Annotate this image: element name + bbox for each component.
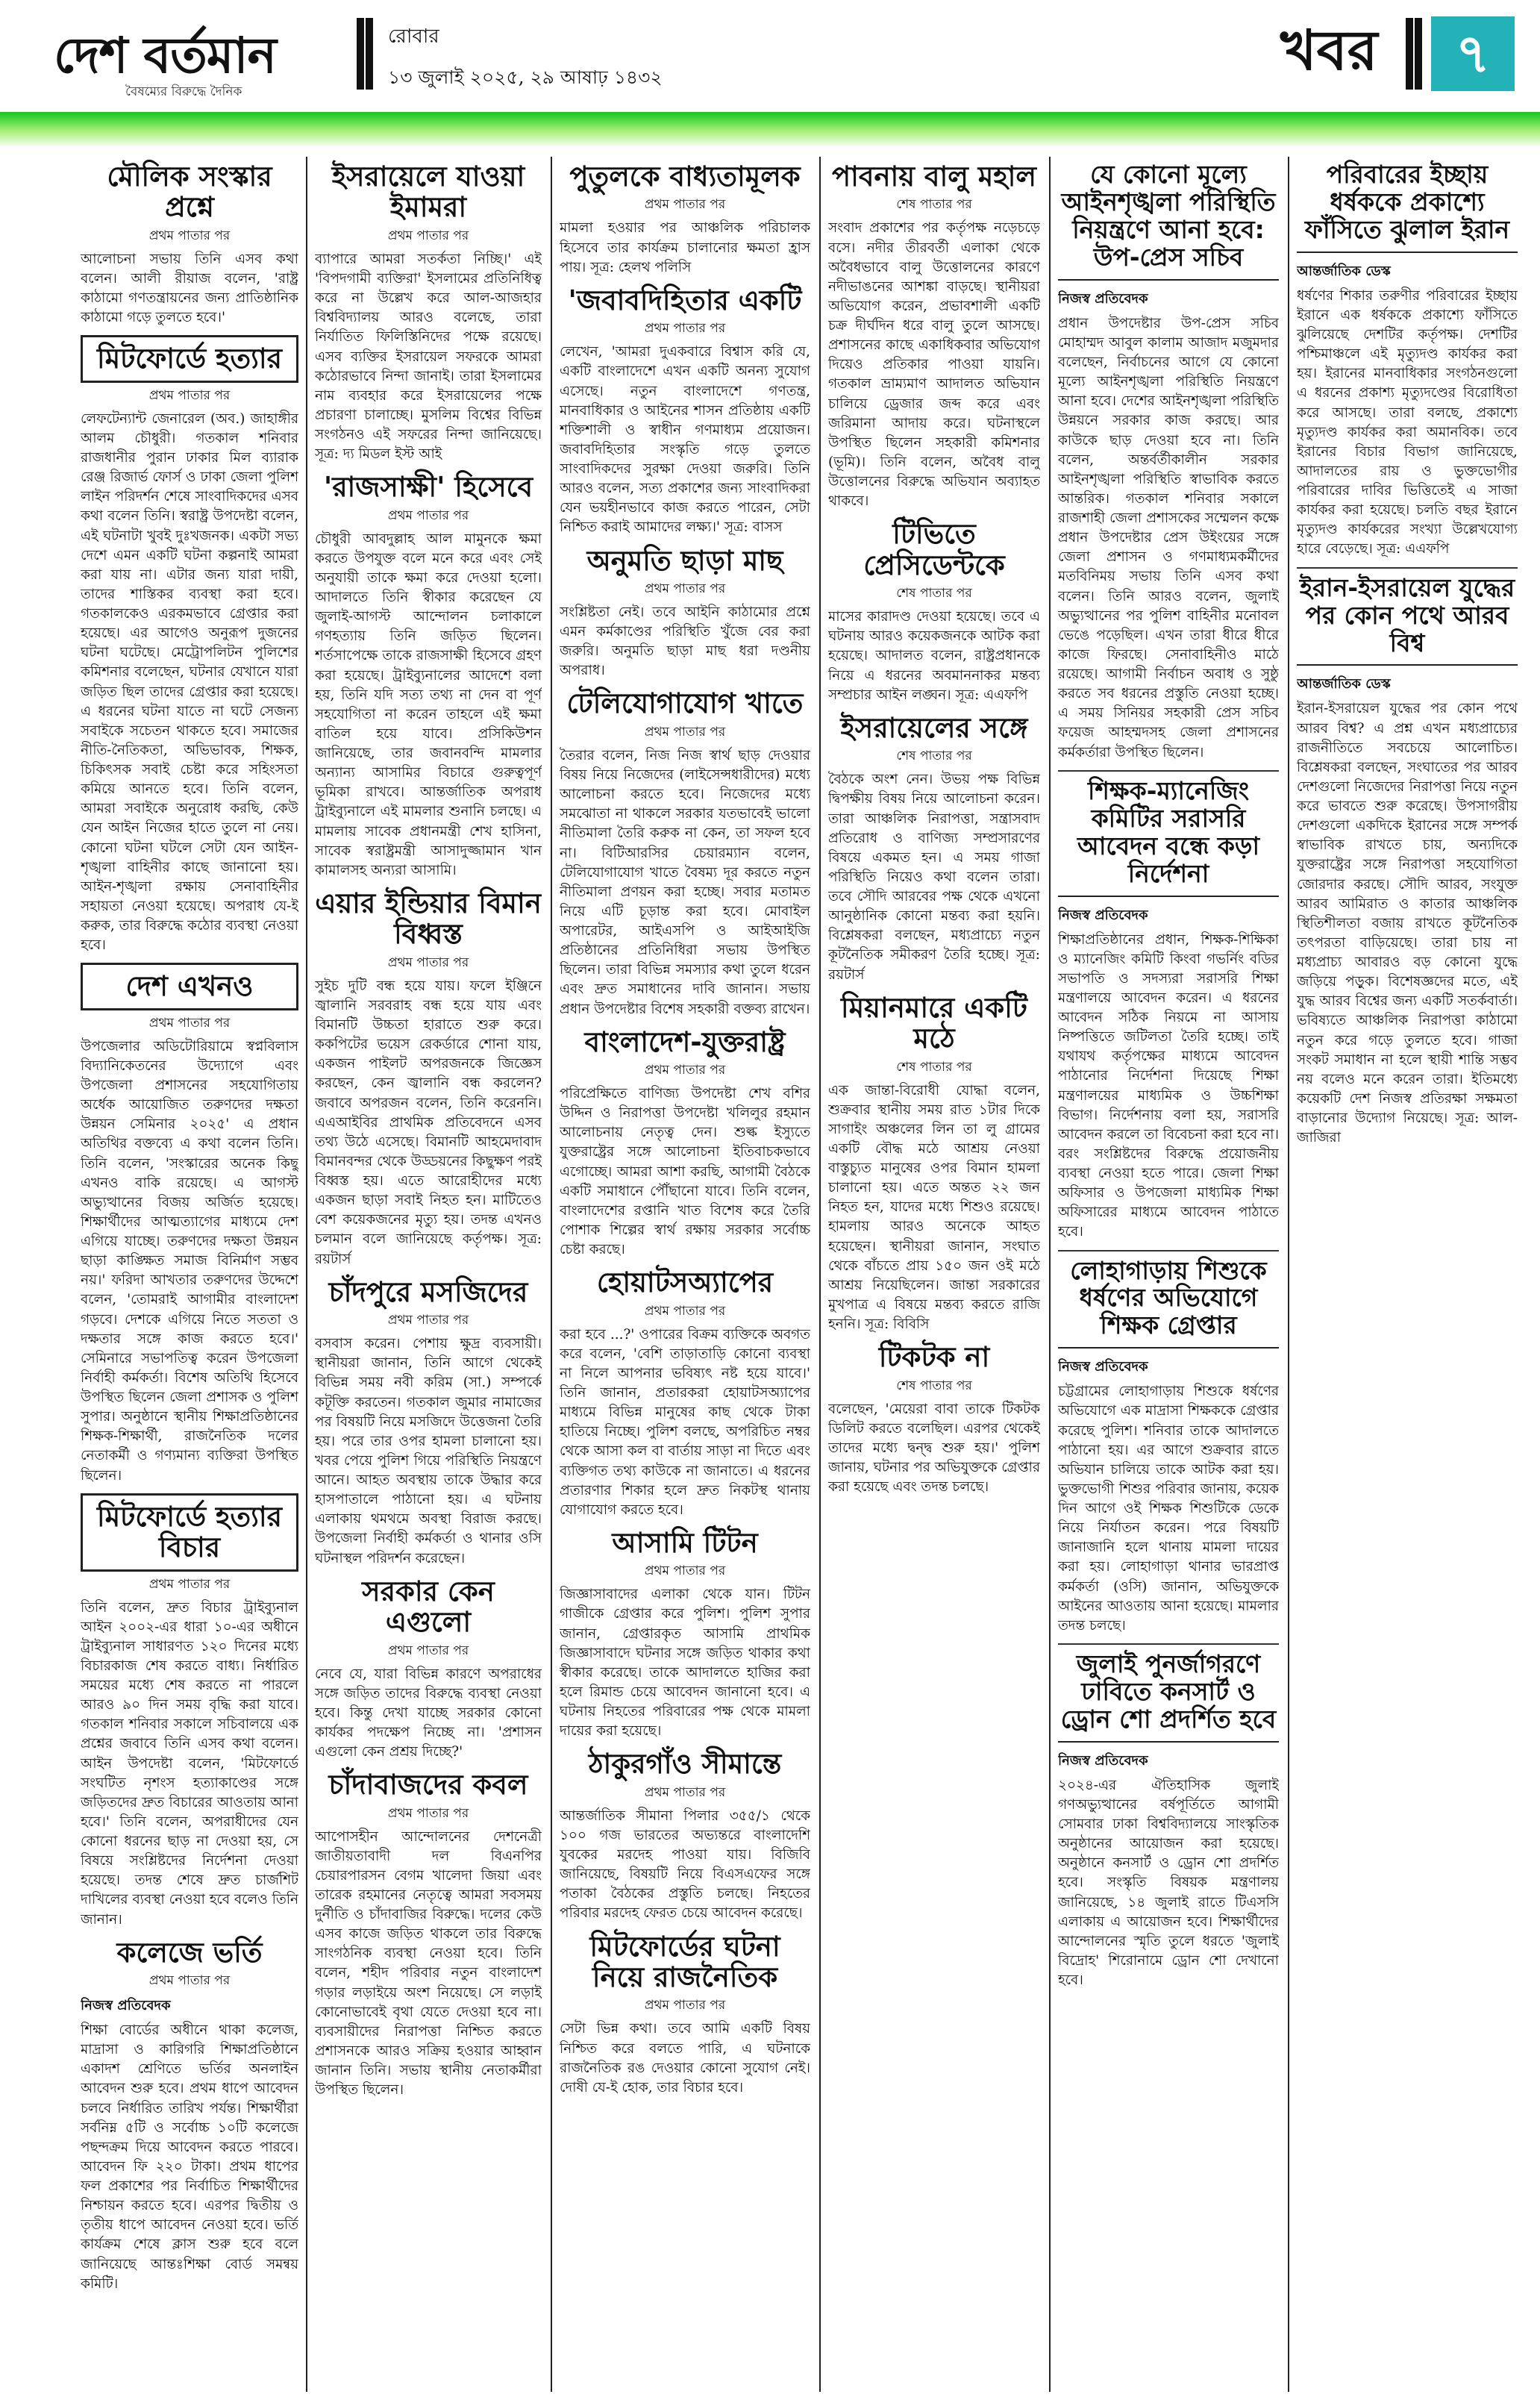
story-body: প্রধান উপদেষ্টার উপ-প্রেস সচিব মোহাম্মদ আবুল কালাম আজাদ মজুমদার বলেছেন, নির্বাচনের আগে যে কোনো মূল্যে আইনশৃঙ্খলা পরিস্থিতি নিয়ন্ত্রণে আনা হবে। দেশের আইনশৃঙ্খলা পরিস্থিতি উন্নয়নে সরকার কাজ করছে। আর কাউকে ছাড় দেওয়া হবে না। তিনি বলেন, অন্তর্বর্তীকালীন সরকার আইনশৃঙ্খলা পরিস্থিতি স্বাভাবিক করতে আন্তরিক। গতকাল শনিবার সকালে রাজশাহী জেলা প্রশাসকের সম্মেলন কক্ষে প্রধান উপদেষ্টার প্রেস উইংয়ের সঙ্গে জেলা প্রশাসন ও গণমাধ্যমকর্মীদের মতবিনিময় সভায় তিনি এসব কথা বলেন। তিনি আরও বলেন, জুলাই অভ্যুত্থানের পর পুলিশ বাহিনীর মনোবল ভেঙে পড়েছিল। এখন তারা ধীরে ধীরে কাজে ফিরছে। সেনাবাহিনীও মাঠে রয়েছে। আগামী নির্বাচন অবাধ ও সুষ্ঠু করতে সব ধরনের প্রস্তুতি নেওয়া হচ্ছে। এ সময় সিনিয়র সহকারী প্রেস সচিব ফয়েজ আহম্মদসহ জেলা প্রশাসনের কর্মকর্তারা উপস্থিত ছিলেন। (1058, 315, 1279, 760)
story-imams-israel (315, 161, 542, 464)
section-title: খবর (1280, 19, 1378, 83)
continuation-label: প্রথম পাতার পর (644, 1998, 726, 2013)
headline[interactable]: ঠাকুরগাঁও সীমান্তে (588, 1748, 782, 1781)
continuation-label: প্রথম পাতার পর (387, 1805, 469, 1821)
headline-rule (1058, 1347, 1279, 1349)
continuation-label: প্রথম পাতার পর (148, 1576, 231, 1592)
story-body: ধর্ষণের শিকার তরুণীর পরিবারের ইচ্ছায় ইরানে এক ধর্ষককে প্রকাশ্যে ফাঁসিতে ঝুলিয়েছে দেশটির কর্তৃপক্ষ। দেশটির পশ্চিমাঞ্চলে এই মৃত্যুদণ্ড কার্যকর করা হয়। ইরানের মানবাধিকার সংগঠনগুলো এ ধরনের প্রকাশ্য মৃত্যুদণ্ডের বিরোধিতা করে আসছে। তারা বলছে, প্রকাশ্যে মৃত্যুদণ্ড কার্যকর করা অমানবিক। তবে ইরানের বিচার বিভাগ জানিয়েছে, আদালতের রায় ও ভুক্তভোগীর পরিবারের দাবির ভিত্তিতেই এ সাজা কার্যকর করা হয়েছে। চলতি বছর ইরানে মৃত্যুদণ্ড কার্যকরের সংখ্যা উল্লেখযোগ্য হারে বেড়েছে। সূত্র: এএফপি (1297, 287, 1518, 557)
story-body: শিক্ষা বোর্ডের অধীনে থাকা কলেজ, মাদ্রাসা ও কারিগরি শিক্ষাপ্রতিষ্ঠানে একাদশ শ্রেণিতে ভর্তির অনলাইন আবেদন শুরু হবে। প্রথম ধাপে আবেদন চলবে নির্ধারিত তারিখ পর্যন্ত। শিক্ষার্থীরা সর্বনিম্ন ৫টি ও সর্বোচ্চ ১০টি কলেজে পছন্দক্রম দিয়ে আবেদন করতে পারবে। আবেদন ফি ২২০ টাকা। প্রথম ধাপের ফল প্রকাশের পর নির্বাচিত শিক্ষার্থীদের নিশ্চায়ন করতে হবে। এরপর দ্বিতীয় ও তৃতীয় ধাপে আবেদন নেওয়া হবে। ভর্তি কার্যক্রম শেষে ক্লাস শুরু হবে বলে জানিয়েছে আন্তঃশিক্ষা বোর্ড সমন্বয় কমিটি। (81, 2022, 298, 2292)
story-college-admission (81, 1937, 298, 2294)
story-chandpur-mosque (315, 1277, 542, 1569)
story-body: সুইচ দুটি বন্ধ হয়ে যায়। ফলে ইঞ্জিনে জ্বালানি সরবরাহ বন্ধ হয়ে যায় এবং বিমানটি উচ্চতা হারাতে শুরু করে। ককপিটের ভয়েস রেকর্ডারে শোনা যায়, একজন পাইলট অপরজনকে জিজ্ঞেস করছেন, কেন জ্বালানি বন্ধ করলেন? জবাবে অপরজন বলেন, তিনি করেননি। এএআইবির প্রাথমিক প্রতিবেদনে এসব তথ্য উঠে এসেছে। বিমানটি আহমেদাবাদ বিমানবন্দর থেকে উড্ডয়নের কিছুক্ষণ পরই বিধ্বস্ত হয়। এতে আরোহীদের মধ্যে একজন ছাড়া সবাই নিহত হন। মাটিতেও বেশ কয়েকজনের মৃত্যু হয়। তদন্ত এখনও চলমান বলে জানিয়েছে কর্তৃপক্ষ। সূত্র: রয়টার্স (315, 978, 542, 1267)
story-pabna-sand (828, 161, 1040, 511)
dateline: নিজস্ব প্রতিবেদক (1058, 1752, 1148, 1769)
story-fish-permit (560, 546, 810, 681)
headline[interactable]: মিটফোর্ডে হত্যার বিচার (81, 1493, 298, 1572)
story-body: মামলা হওয়ার পর আঞ্চলিক পরিচালক হিসেবে তার কার্যক্রম চালানোর ক্ষমতা হ্রাস পায়। সূত্র: হেলথ পলিসি (560, 220, 810, 275)
masthead-divider (1406, 18, 1413, 90)
column-divider (1049, 157, 1051, 2392)
masthead-divider (366, 18, 373, 90)
story-with-israel (828, 713, 1040, 985)
issue-day: রোবার (388, 25, 439, 48)
headline[interactable]: 'জবাবদিহিতার একটি (568, 284, 802, 316)
story-telecom (560, 688, 810, 1019)
column-6 (1297, 157, 1518, 2392)
column-divider (306, 157, 307, 2392)
story-july-concert (1058, 1643, 1279, 1990)
story-why-government (315, 1576, 542, 1763)
story-titon (560, 1528, 810, 1741)
headline[interactable]: আসামি টিটন (612, 1526, 758, 1559)
story-bd-us (560, 1027, 810, 1260)
story-putul (560, 161, 810, 278)
story-body: পরিপ্রেক্ষিতে বাণিজ্য উপদেষ্টা শেখ বশির উদ্দিন ও নিরাপত্তা উপদেষ্টা খলিলুর রহমান আলোচনায় নেতৃত্ব দেন। শুল্ক ইস্যুতে যুক্তরাষ্ট্রের সঙ্গে আলোচনা ইতিবাচকভাবে এগোচ্ছে। আমরা আশা করছি, আগামী বৈঠকে একটি সমাধানে পৌঁছানো যাবে। তিনি বলেন, বাংলাদেশের রপ্তানি খাত বিশেষ করে তৈরি পোশাক শিল্পের স্বার্থ রক্ষায় সরকার সর্বোচ্চ চেষ্টা করছে। (560, 1086, 810, 1258)
story-mitford-politics (560, 1931, 810, 2098)
headline[interactable]: এয়ার ইন্ডিয়ার বিমান বিধ্বস্ত (315, 887, 542, 951)
headline[interactable]: বাংলাদেশ-যুক্তরাষ্ট্র (584, 1025, 786, 1058)
story-body: আপোসহীন আন্দোলনের দেশনেত্রী জাতীয়তাবাদী দল বিএনপির চেয়ারপারসন বেগম খালেদা জিয়া এবং তারেক রহমানের নেতৃত্বে আমরা সবসময় দুর্নীতি ও চাঁদাবাজির বিরুদ্ধে। দলের কেউ এসব কাজে জড়িত থাকলে তার বিরুদ্ধে সাংগঠনিক ব্যবস্থা নেওয়া হবে। তিনি বলেন, শহীদ পরিবার নতুন বাংলাদেশ গড়ার লড়াইয়ে অংশ নিয়েছে। সে লড়াই কোনোভাবেই বৃথা যেতে দেওয়া হবে না। ব্যবসায়ীদের নিরাপত্তা নিশ্চিত করতে প্রশাসনকে আরও সক্রিয় হওয়ার আহ্বান জানান তিনি। সভায় স্থানীয় নেতাকর্মীরা উপস্থিত ছিলেন। (315, 1828, 542, 2099)
dateline: নিজস্ব প্রতিবেদক (81, 1998, 171, 2014)
story-tiktok (828, 1342, 1040, 1497)
column-5 (1058, 157, 1279, 2392)
dateline: নিজস্ব প্রতিবেদক (1058, 290, 1148, 307)
story-body: চট্টগ্রামের লোহাগাড়ায় শিশুকে ধর্ষণের অভিযোগে এক মাদ্রাসা শিক্ষককে গ্রেপ্তার করেছে পুলিশ। শনিবার তাকে আদালতে পাঠানো হয়। এর আগে শুক্রবার রাতে অভিযান চালিয়ে তাকে আটক করা হয়। ভুক্তভোগী শিশুর পরিবার জানায়, কয়েক দিন আগে ওই শিক্ষক শিশুটিকে ডেকে নিয়ে নির্যাতন করেন। পরে বিষয়টি জানাজানি হলে থানায় মামলা দায়ের করা হয়। লোহাগাড়া থানার ভারপ্রাপ্ত কর্মকর্তা (ওসি) জানান, অভিযুক্তকে আইনের আওতায় আনা হয়েছে। মামলার তদন্ত চলছে। (1058, 1384, 1279, 1634)
column-1 (81, 157, 298, 2392)
continuation-label: প্রথম পাতার পর (644, 1303, 726, 1319)
story-body: তৈরার বলেন, নিজ নিজ স্বার্থ ছাড় দেওয়ার বিষয় নিয়ে নিজেদের (লাইসেন্সধারীদের) মধ্যে আলোচনা করতে হবে। নিজেদের মধ্যে সমঝোতা না থাকলে সরকার যতভাবেই ভালো নীতিমালা তৈরি করুক না কেন, তা সফল হবে না। বিটিআরসির চেয়ারম্যান বলেন, টেলিযোগাযোগ খাতে বৈষম্য দূর করতে নতুন নীতিমালা প্রণয়ন করা হচ্ছে। সবার মতামত নিয়ে এটি চূড়ান্ত করা হবে। মোবাইল অপারেটর, আইএসপি ও আইআইজি প্রতিষ্ঠানের প্রতিনিধিরা সভায় উপস্থিত ছিলেন। তারা বিভিন্ন সমস্যার কথা তুলে ধরেন এবং দ্রুত সমাধানের দাবি জানান। সভায় প্রধান উপদেষ্টার বিশেষ সহকারী বক্তব্য রাখেন। (560, 747, 810, 1017)
headline[interactable]: কলেজে ভর্তি (116, 1936, 263, 1969)
story-myanmar-monastery (828, 993, 1040, 1335)
story-body: বৈঠকে অংশ নেন। উভয় পক্ষ বিভিন্ন দ্বিপক্ষীয় বিষয় নিয়ে আলোচনা করেন। তারা আঞ্চলিক নিরাপত্তা, সন্ত্রাসবাদ প্রতিরোধ ও বাণিজ্য সম্প্রসারণের বিষয়ে একমত হন। এ সময় গাজা পরিস্থিতি নিয়েও কথা বলেন তারা। তবে সৌদি আরবের পক্ষ থেকে এখনো আনুষ্ঠানিক কোনো মন্তব্য করা হয়নি। বিশ্লেষকরা বলছেন, মধ্যপ্রাচ্যে নতুন কূটনৈতিক সমীকরণ তৈরি হচ্ছে। সূত্র: রয়টার্স (828, 772, 1040, 983)
story-lohagara (1058, 1250, 1279, 1636)
headline-rule (1297, 251, 1518, 253)
story-mitford-trial (81, 1493, 298, 1930)
headline[interactable]: ইসরায়েলের সঙ্গে (840, 711, 1028, 744)
headline[interactable]: চাঁদাবাজদের কবল (328, 1769, 528, 1802)
headline[interactable]: যে কোনো মূল্যে আইনশৃঙ্খলা পরিস্থিতি নিয়ন্ত্রণে আনা হবে: উপ-প্রেস সচিব (1061, 160, 1276, 272)
continuation-label: প্রথম পাতার পর (644, 197, 726, 213)
dateline: আন্তর্জাতিক ডেস্ক (1297, 263, 1391, 279)
page-number-badge: ৭ (1431, 16, 1515, 91)
story-body: লেখেন, 'আমরা দুএকবারে বিশ্বাস করি যে, একটি বাংলাদেশে এখন একটি অনন্য সুযোগ এসেছে। নতুন বাংলাদেশে গণতন্ত্র, মানবাধিকার ও আইনের শাসন প্রতিষ্ঠায় একটি শক্তিশালী ও স্বাধীন গণমাধ্যম প্রয়োজন। জবাবদিহিতার সংস্কৃতি গড়ে তুলতে সাংবাদিকদের সুরক্ষা দেওয়া জরুরি। তিনি আরও বলেন, সত্য প্রকাশের জন্য সাংবাদিকরা যেন ভয়হীনভাবে কাজ করতে পারেন, সেটা নিশ্চিত করাই আমাদের লক্ষ্য।' সূত্র: বাসস (560, 344, 810, 536)
headline[interactable]: চাঁদপুরে মসজিদের (328, 1275, 528, 1308)
issue-date: ১৩ জুলাই ২০২৫, ২৯ আষাঢ় ১৪৩২ (388, 66, 663, 88)
continuation-label: প্রথম পাতার পর (148, 1015, 231, 1031)
dateline: নিজস্ব প্রতিবেদক (1058, 1359, 1148, 1375)
story-body: বলেছেন, 'মেয়েরা বাবা তাকে টিকটক ডিলিট করতে বলেছিল। এরপর থেকেই তাদের মধ্যে দ্বন্দ্ব শুরু হয়।' পুলিশ জানায়, ঘটনার পর অভিযুক্তকে গ্রেপ্তার করা হয়েছে এবং তদন্ত চলছে। (828, 1401, 1040, 1496)
column-2 (315, 157, 542, 2392)
story-body: চৌধুরী আবদুল্লাহ আল মামুনকে ক্ষমা করতে উপযুক্ত বলে মনে করে এবং সেই অনুযায়ী তাকে ক্ষমা করে দেওয়া হলো। আদালতে তিনি স্বীকার করেছেন যে জুলাই-আগস্ট আন্দোলন চলাকালে গণহত্যায় তিনি জড়িত ছিলেন। শর্তসাপেক্ষে তাকে রাজসাক্ষী হিসেবে গ্রহণ করা হয়েছে। ট্রাইব্যুনালের আদেশে বলা হয়, তিনি যদি সত্য তথ্য না দেন বা পূর্ণ সহযোগিতা না করেন তাহলে এই ক্ষমা বাতিল হয়ে যাবে। প্রসিকিউশন জানিয়েছে, তার জবানবন্দি মামলার অন্যান্য আসামির বিচারে গুরুত্বপূর্ণ ভূমিকা রাখবে। আন্তর্জাতিক অপরাধ ট্রাইব্যুনালে এই মামলার শুনানি চলছে। এ মামলায় সাবেক প্রধানমন্ত্রী শেখ হাসিনা, সাবেক স্বরাষ্ট্রমন্ত্রী আসাদুজ্জামান খান কামালসহ অন্যরা আসামি। (315, 531, 542, 878)
story-whatsapp (560, 1267, 810, 1520)
story-state-witness (315, 472, 542, 881)
story-body: উপজেলার অডিটোরিয়ামে স্বপ্নবিলাস বিদ্যানিকেতনের উদ্যোগে এবং উপজেলা প্রশাসনের সহযোগিতায় অর্ধেক আয়োজিত তরুণদের দক্ষতা উন্নয়ন সেমিনার ২০২৫' এ প্রধান অতিথির বক্তব্যে এ কথা বলেন তিনি। তিনি বলেন, 'সংস্কারের অনেক কিছু এখনও বাকি রয়েছে। এ আগস্ট অভ্যুত্থানের বিজয় অর্জিত হয়েছে। শিক্ষার্থীদের আত্মত্যাগের মাধ্যমে দেশ এগিয়ে যাচ্ছে। তরুণদের দক্ষতা উন্নয়ন ছাড়া কাঙ্ক্ষিত সমাজ বিনির্মাণ সম্ভব নয়।' ফরিদা আখতার তরুণদের উদ্দেশে বলেন, 'তোমরাই আগামীর বাংলাদেশ গড়বে। দেশকে এগিয়ে নিতে সততা ও দক্ষতার সঙ্গে কাজ করতে হবে।' সেমিনারে সভাপতিত্ব করেন উপজেলা নির্বাহী কর্মকর্তা। বিশেষ অতিথি হিসেবে উপস্থিত ছিলেন জেলা প্রশাসক ও পুলিশ সুপার। অনুষ্ঠানে স্থানীয় শিক্ষাপ্রতিষ্ঠানের শিক্ষক-শিক্ষার্থী, রাজনৈতিক দলের নেতাকর্মী ও গণ্যমান্য ব্যক্তিরা উপস্থিত ছিলেন। (81, 1038, 298, 1484)
continuation-label: প্রথম পাতার পর (644, 724, 726, 740)
story-body: বসবাস করেন। পেশায় ক্ষুদ্র ব্যবসায়ী। স্থানীয়রা জানান, তিনি আগে থেকেই বিভিন্ন সময় নবী করিম (সা.) সম্পর্কে কটূক্তি করতেন। গতকাল জুমার নামাজের পর বিষয়টি নিয়ে মসজিদে উত্তেজনা তৈরি হয়। পরে তার ওপর হামলা চালানো হয়। খবর পেয়ে পুলিশ গিয়ে পরিস্থিতি নিয়ন্ত্রণে আনে। আহত অবস্থায় তাকে উদ্ধার করে হাসপাতালে পাঠানো হয়। এ ঘটনায় এলাকায় থমথমে অবস্থা বিরাজ করছে। উপজেলা নির্বাহী কর্মকর্তা ও থানার ওসি ঘটনাস্থল পরিদর্শন করেছেন। (315, 1336, 542, 1566)
story-air-india (315, 888, 542, 1269)
headline[interactable]: ইরান-ইসরায়েল যুদ্ধের পর কোন পথে আরব বিশ্ব (1297, 567, 1518, 657)
story-body: আন্তর্জাতিক সীমানা পিলার ৩৫৫/১ থেকে ১০০ গজ ভারতের অভ্যন্তরে বাংলাদেশি যুবকের মরদেহ পাওয়া যায়। বিজিবি জানিয়েছে, বিষয়টি নিয়ে বিএসএফের সঙ্গে পতাকা বৈঠকের প্রস্তুতি চলছে। নিহতের পরিবার মরদেহ ফেরত চেয়ে আবেদন করেছে। (560, 1807, 810, 1922)
headline[interactable]: অনুমতি ছাড়া মাছ (586, 544, 783, 577)
logo-tagline: বৈষম্যের বিরুদ্ধে দৈনিক (125, 84, 242, 99)
story-body: তিনি বলেন, দ্রুত বিচার ট্রাইব্যুনাল আইন ২০০২-এর ধারা ১০-এর অধীনে ট্রাইব্যুনাল সাধারণত ১২০ দিনের মধ্যে বিচারকাজ শেষ করতে বাধ্য। নির্ধারিত সময়ের মধ্যে শেষ করতে না পারলে আরও ৯০ দিন সময় বৃদ্ধি করা যাবে। গতকাল শনিবার সকালে সচিবালয়ে এক প্রশ্নের জবাবে তিনি এসব কথা বলেন। আইন উপদেষ্টা বলেন, 'মিটফোর্ডে সংঘটিত নৃশংস হত্যাকাণ্ডের সঙ্গে জড়িতদের দ্রুত বিচারের আওতায় আনা হবে।' তিনি বলেন, অপরাধীদের যেন কোনো ধরনের ছাড় না দেওয়া হয়, সে বিষয়ে সংশ্লিষ্টদের নির্দেশনা দেওয়া হয়েছে। তদন্ত শেষে দ্রুত চার্জশিট দাখিলের ব্যবস্থা নেওয়া হবে বলেও তিনি জানান। (81, 1599, 298, 1928)
continuation-label: শেষ পাতার পর (896, 749, 972, 764)
continuation-label: প্রথম পাতার পর (644, 321, 726, 337)
headline[interactable]: সরকার কেন এগুলো (362, 1575, 495, 1639)
header-green-rule (0, 112, 1540, 146)
story-body: সংবাদ প্রকাশের পর কর্তৃপক্ষ নড়েচড়ে বসে। নদীর তীরবর্তী এলাকা থেকে অবৈধভাবে বালু উত্তোলনের কারণে নদীভাঙনের আশঙ্কা বাড়ছে। স্থানীয়রা অভিযোগ করেন, প্রভাবশালী একটি চক্র দীর্ঘদিন ধরে বালু তুলে আসছে। প্রশাসনের কাছে একাধিকবার অভিযোগ দিয়েও প্রতিকার পাওয়া যায়নি। গতকাল ভ্রাম্যমাণ আদালত অভিযান চালিয়ে ড্রেজার জব্দ করে এবং জরিমানা আদায় করে। ঘটনাস্থলে উপস্থিত ছিলেন সহকারী কমিশনার (ভূমি)। তিনি বলেন, অবৈধ বালু উত্তোলনের বিরুদ্ধে অভিযান অব্যাহত থাকবে। (828, 220, 1040, 510)
continuation-label: প্রথম পাতার পর (387, 228, 469, 243)
story-extortionists (315, 1769, 542, 2100)
masthead (0, 0, 1540, 112)
story-mitford-murder (81, 335, 298, 955)
logo-wordmark: দেশ বর্তমান (54, 27, 276, 84)
headline[interactable]: মিয়ানমারে একটি মঠে (841, 991, 1027, 1055)
headline[interactable]: লোহাগাড়ায় শিশুকে ধর্ষণের অভিযোগে শিক্ষক গ্রেপ্তার (1058, 1250, 1279, 1340)
column-3 (560, 157, 810, 2392)
dateline: আন্তর্জাতিক ডেস্ক (1297, 676, 1391, 693)
continuation-label: প্রথম পাতার পর (387, 1643, 469, 1658)
story-reform (81, 161, 298, 328)
column-4 (828, 157, 1040, 2392)
headline[interactable]: 'রাজসাক্ষী' হিসেবে (323, 471, 533, 504)
headline[interactable]: পুতুলকে বাধ্যতামূলক (569, 160, 801, 193)
headline[interactable]: মৌলিক সংস্কার প্রশ্নে (107, 160, 272, 224)
continuation-label: প্রথম পাতার পর (387, 1313, 469, 1328)
column-divider (1288, 157, 1289, 2392)
story-body: ব্যাপারে আমরা সতর্কতা নিচ্ছি।' এই 'বিপদগামী ব্যক্তিরা' ইসলামের প্রতিনিধিত্ব করে না উল্লেখ করে আল-আজহার বিশ্ববিদ্যালয় আরও বলেছে, তারা নির্যাতিত ফিলিস্তিনিদের পক্ষে রয়েছে। এসব ব্যক্তির ইসরায়েল সফরকে আমরা কঠোরভাবে নিন্দা জানাই। তারা ইসলামের নাম ব্যবহার করে ইসরায়েলের পক্ষে প্রচারণা চালাচ্ছে। মুসলিম বিশ্বের বিভিন্ন সংগঠনও এই সফরের নিন্দা জানিয়েছে। সূত্র: দ্য মিডল ইস্ট আই (315, 251, 542, 463)
column-divider (819, 157, 821, 2392)
story-body: লেফটেন্যান্ট জেনারেল (অব.) জাহাঙ্গীর আলম চৌধুরী। গতকাল শনিবার রাজধানীর পুরান ঢাকার মিল ব্যারাক রেঞ্জ রিজার্ভ ফোর্স ও ঢাকা জেলা পুলিশ লাইন পরিদর্শন শেষে সাংবাদিকদের এসব কথা বলেন তিনি। স্বরাষ্ট্র উপদেষ্টা বলেন, এই ঘটনাটা খুবই দুঃখজনক। একটা সভ্য দেশে এমন একটি ঘটনা কল্পনাই আমরা করা যায় না। এটার জন্য যারা দায়ী, তাদের শাস্তিকর ব্যবস্থা করা হবে। গতকালকেও এরকমভাবে গ্রেপ্তার করা হয়েছে। এর আগেও অনুরূপ দুজনের ঘটনা ঘটেছে। মেট্রোপলিটন পুলিশের কমিশনার বলেছেন, ঘটনার যেখানে যারা জড়িত ছিল তাদের গ্রেপ্তার করা হয়েছে। এ ধরনের ঘটনা যাতে না ঘটে সেজন্য সবাইকে সচেতন থাকতে হবে। সমাজের নীতি-নৈতিকতা, অভিভাবক, শিক্ষক, চিকিৎসক সবাই চেষ্টা করে সহিংসতা কমিয়ে আনতে হবে। তিনি বলেন, আমরা সবাইকে অনুরোধ করছি, কেউ যেন আইন নিজের হাতে তুলে না নেয়। কোনো ঘটনা ঘটলে সেটা যেন আইন-শৃঙ্খলা বাহিনীর কাছে জানানো হয়। আইন-শৃঙ্খলা রক্ষায় সেনাবাহিনীর সহায়তা নেওয়া হয়েছে। অপরাধ যে-ই করুক, তার বিরুদ্ধে কঠোর ব্যবস্থা নেওয়া হবে। (81, 410, 298, 954)
continuation-label: প্রথম পাতার পর (644, 1063, 726, 1078)
story-body: ২০২৪-এর ঐতিহাসিক জুলাই গণঅভ্যুত্থানের বর্ষপূর্তিতে আগামী সোমবার ঢাকা বিশ্ববিদ্যালয়ে সাংস্কৃতিক অনুষ্ঠানের আয়োজন করা হয়েছে। অনুষ্ঠানে কনসার্ট ও ড্রোন শো প্রদর্শিত হবে। সংস্কৃতি বিষয়ক মন্ত্রণালয় জানিয়েছে, ১৪ জুলাই রাতে টিএসসি এলাকায় এ আয়োজন হবে। শিক্ষার্থীদের আন্দোলনের স্মৃতি তুলে ধরতে 'জুলাই বিদ্রোহ' শিরোনামে ড্রোন শো দেখানো হবে। (1058, 1777, 1279, 1989)
story-body: এক জান্তা-বিরোধী যোদ্ধা বলেন, শুক্রবার স্থানীয় সময় রাত ১টার দিকে সাগাইং অঞ্চলের লিন তা লু গ্রামের একটি বৌদ্ধ মঠে আশ্রয় নেওয়া বাস্তুচ্যুত মানুষের ওপর বিমান হামলা চালানো হয়। এতে অন্তত ২২ জন নিহত হন, যাদের মধ্যে শিশুও রয়েছে। হামলায় আরও অনেকে আহত হয়েছেন। স্থানীয়রা জানান, সংঘাত থেকে বাঁচতে প্রায় ১৫০ জন ওই মঠে আশ্রয় নিয়েছিলেন। জান্তা সরকারের মুখপাত্র এ বিষয়ে মন্তব্য করতে রাজি হননি। সূত্র: বিবিসি (828, 1082, 1040, 1332)
headline-rule (1058, 896, 1279, 897)
continuation-label: প্রথম পাতার পর (644, 581, 726, 596)
continuation-label: প্রথম পাতার পর (387, 507, 469, 523)
continuation-label: প্রথম পাতার পর (148, 387, 231, 403)
continuation-label: শেষ পাতার পর (896, 1059, 972, 1075)
dateline: নিজস্ব প্রতিবেদক (1058, 907, 1148, 923)
newspaper-logo[interactable] (54, 18, 352, 100)
headline[interactable]: শিক্ষক-ম্যানেজিং কমিটির সরাসরি আবেদন বন্ধে কড়া নির্দেশনা (1058, 770, 1279, 888)
story-body: সেটা ভিন্ন কথা। তবে আমি একটি বিষয় নিশ্চিত করে বলতে পারি, এ ঘটনাকে রাজনৈতিক রঙ দেওয়ার কোনো সুযোগ নেই। দোষী যে-ই হোক, তার বিচার হবে। (560, 2021, 810, 2096)
story-accountability (560, 285, 810, 538)
story-teacher-committee (1058, 770, 1279, 1243)
story-body: মাসের কারাদণ্ড দেওয়া হয়েছে। তবে এ ঘটনায় আরও কয়েকজনকে আটক করা হয়েছে। আদালত বলেন, রাষ্ট্রপ্রধানকে নিয়ে এ ধরনের অবমাননাকর মন্তব্য সম্প্রচার আইন লঙ্ঘন। সূত্র: এএফপি (828, 609, 1040, 703)
headline[interactable]: টিকটক না (878, 1341, 990, 1374)
continuation-label: শেষ পাতার পর (896, 197, 972, 213)
headline[interactable]: দেশ এখনও (81, 963, 298, 1010)
continuation-label: শেষ পাতার পর (896, 1378, 972, 1393)
story-thakurgaon (560, 1749, 810, 1923)
continuation-label: শেষ পাতার পর (896, 586, 972, 601)
headline[interactable]: হোয়াটসঅ্যাপের (596, 1266, 774, 1299)
continuation-label: প্রথম পাতার পর (387, 954, 469, 970)
headline-rule (1058, 1741, 1279, 1743)
story-iran-execution (1297, 161, 1518, 560)
headline-rule (1058, 279, 1279, 281)
continuation-label: প্রথম পাতার পর (148, 228, 231, 243)
headline[interactable]: টিভিতে প্রেসিডেন্টকে (863, 518, 1005, 581)
continuation-label: প্রথম পাতার পর (644, 1784, 726, 1800)
story-body: জিজ্ঞাসাবাদের এলাকা থেকে যান। টিটন গাজীকে গ্রেপ্তার করে পুলিশ। পুলিশ সুপার জানান, গ্রেপ্তারকৃত আসামি প্রাথমিক জিজ্ঞাসাবাদে ঘটনার সঙ্গে জড়িত থাকার কথা স্বীকার করেছে। তাকে আদালতে হাজির করা হলে রিমান্ড চেয়ে আবেদন জানানো হবে। এ ঘটনায় নিহতের পরিবারের পক্ষ থেকে মামলা দায়ের করা হয়েছে। (560, 1587, 810, 1740)
story-tv-president (828, 519, 1040, 705)
story-body: সংশ্লিষ্টতা নেই। তবে আইনি কাঠামোর প্রশ্নে এমন কর্মকাণ্ডের পরিস্থিতি খুঁজে বের করা জরুরি। অনুমতি ছাড়া মাছ ধরা দণ্ডনীয় অপরাধ। (560, 604, 810, 679)
headline[interactable]: জুলাই পুনর্জাগরণে ঢাবিতে কনসার্ট ও ড্রোন শো প্রদর্শিত হবে (1058, 1643, 1279, 1734)
story-body: নেবে যে, যারা বিভিন্ন কারণে অপরাধের সঙ্গে জড়িত তাদের বিরুদ্ধে ব্যবস্থা নেওয়া হবে। কিন্তু দেখা যাচ্ছে সরকার কোনো কার্যকর পদক্ষেপ নিচ্ছে না। 'প্রশাসন এগুলো কেন প্রশ্রয় দিচ্ছে?' (315, 1666, 542, 1760)
headline[interactable]: পাবনায় বালু মহাল (832, 160, 1036, 193)
story-body: ইরান-ইসরায়েল যুদ্ধের পর কোন পথে আরব বিশ্ব? এ প্রশ্ন এখন মধ্যপ্রাচ্যের রাজনীতিতে সবচেয়ে আলোচিত। বিশ্লেষকরা বলছেন, সংঘাতের পর আরব দেশগুলো নিজেদের নিরাপত্তা নিয়ে নতুন করে ভাবতে শুরু করেছে। উপসাগরীয় দেশগুলো একদিকে ইরানের সঙ্গে সম্পর্ক স্বাভাবিক রাখতে চায়, অন্যদিকে যুক্তরাষ্ট্রের সঙ্গে নিরাপত্তা সহযোগিতা জোরদার করছে। সৌদি আরব, সংযুক্ত আরব আমিরাত ও কাতার আঞ্চলিক স্থিতিশীলতা বজায় রাখতে কূটনৈতিক তৎপরতা বাড়িয়েছে। তারা চায় না মধ্যপ্রাচ্য আবারও বড় কোনো যুদ্ধে জড়িয়ে পড়ুক। বিশেষজ্ঞদের মতে, এই যুদ্ধ আরব বিশ্বের জন্য একটি সতর্কবার্তা। ভবিষ্যতে আঞ্চলিক নিরাপত্তা কাঠামো নতুন করে গড়ে তুলতে হবে। গাজা সংকট সমাধান না হলে স্থায়ী শান্তি সম্ভব নয় বলেও মনে করেন তারা। ইতিমধ্যে কয়েকটি দেশ নিজস্ব প্রতিরক্ষা সক্ষমতা বাড়ানোর উদ্যোগ নিয়েছে। সূত্র: আল-জাজিরা (1297, 701, 1518, 1146)
headline[interactable]: মিটফোর্ডের ঘটনা নিয়ে রাজনৈতিক (589, 1930, 780, 1993)
masthead-divider (1415, 18, 1422, 90)
headline[interactable]: পরিবারের ইচ্ছায় ধর্ষককে প্রকাশ্যে ফাঁসিতে ঝুলাল ইরান (1304, 160, 1510, 244)
headline-rule (1297, 664, 1518, 666)
story-country-still (81, 963, 298, 1485)
story-arab-world (1297, 567, 1518, 1149)
masthead-divider (357, 18, 364, 90)
story-body: শিক্ষাপ্রতিষ্ঠানের প্রধান, শিক্ষক-শিক্ষিকা ও ম্যানেজিং কমিটি কিংবা গভর্নিং বডির সভাপতি ও সদস্যরা সরাসরি শিক্ষা মন্ত্রণালয়ে আবেদন করেন। এ ধরনের আবেদন সঠিক নিয়মে না আসায় নিষ্পত্তিতে জটিলতা তৈরি হচ্ছে। তাই যথাযথ কর্তৃপক্ষের মাধ্যমে আবেদন পাঠানোর নির্দেশনা দিয়েছে শিক্ষা মন্ত্রণালয়ের মাধ্যমিক ও উচ্চশিক্ষা বিভাগ। নির্দেশনায় বলা হয়, সরাসরি আবেদন করলে তা বিবেচনা করা হবে না। বরং সংশ্লিষ্টদের বিরুদ্ধে প্রয়োজনীয় ব্যবস্থা নেওয়া হতে পারে। জেলা শিক্ষা অফিসার ও উপজেলা মাধ্যমিক শিক্ষা অফিসারের মাধ্যমে আবেদন পাঠাতে হবে। (1058, 931, 1279, 1240)
continuation-label: প্রথম পাতার পর (644, 1563, 726, 1579)
story-law-order (1058, 161, 1279, 763)
headline[interactable]: মিটফোর্ডে হত্যার (81, 335, 298, 382)
story-body: আলোচনা সভায় তিনি এসব কথা বলেন। আলী রীয়াজ বলেন, 'রাষ্ট্র কাঠামো গণতন্ত্রায়নের জন্য প্রাতিষ্ঠানিক কাঠামো গড়ে তুলতে হবে।' (81, 251, 298, 326)
continuation-label: প্রথম পাতার পর (148, 1973, 231, 1989)
headline[interactable]: ইসরায়েলে যাওয়া ইমামরা (331, 160, 525, 224)
headline[interactable]: টেলিযোগাযোগ খাতে (566, 687, 804, 720)
story-body: করা হবে ...?' ওপারের বিক্রম ব্যক্তিকে অবগত করে বলেন, 'বেশি তাড়াতাড়ি কোনো ব্যবস্থা না নিলে আপনার ভবিষ্যৎ নষ্ট হয়ে যাবে।' তিনি জানান, প্রতারকরা হোয়াটসঅ্যাপের মাধ্যমে বিভিন্ন মানুষের কাছ থেকে টাকা হাতিয়ে নিচ্ছে। পুলিশ বলছে, অপরিচিত নম্বর থেকে আসা কল বা বার্তায় সাড়া না দিতে এবং ব্যক্তিগত তথ্য কাউকে না জানাতে। এ ধরনের প্রতারণার শিকার হলে দ্রুত নিকটস্থ থানায় যোগাযোগ করতে হবে। (560, 1326, 810, 1518)
column-divider (551, 157, 552, 2392)
